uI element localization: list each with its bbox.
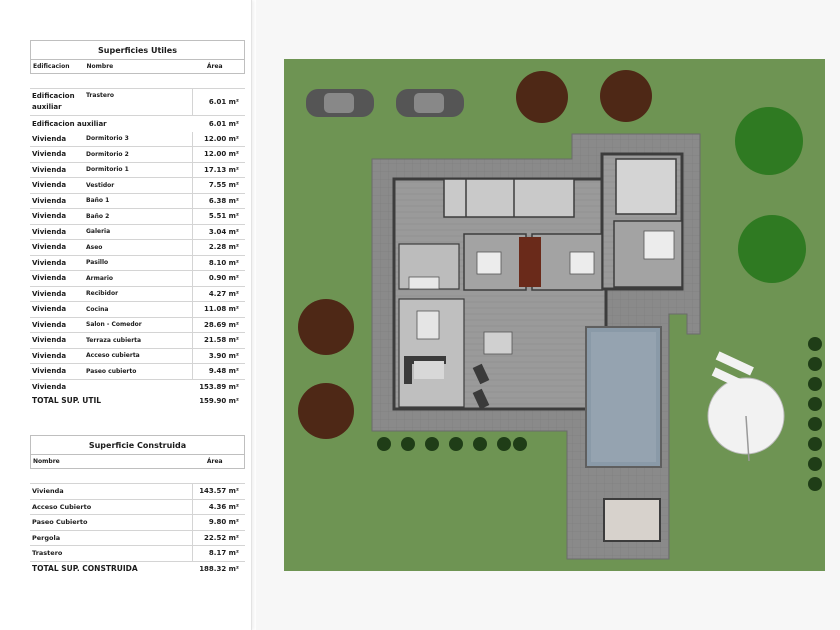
table-row: Vivienda Galeria 3.04 m² bbox=[30, 225, 245, 241]
table-row: Vivienda Salon - Comedor 28.69 m² bbox=[30, 318, 245, 334]
table-row: Vivienda Baño 2 5.51 m² bbox=[30, 209, 245, 225]
table-row: Vivienda Vestidor 7.55 m² bbox=[30, 178, 245, 194]
col-nombre: Nombre bbox=[86, 63, 114, 70]
rug bbox=[414, 361, 444, 379]
table-row: Vivienda Dormitorio 3 12.00 m² bbox=[30, 132, 245, 148]
useful-area-table bbox=[30, 40, 245, 408]
built-total-row: TOTAL SUP. CONSTRUIDA 188.32 m² bbox=[32, 564, 239, 573]
bed-3 bbox=[570, 252, 594, 274]
table-row: Vivienda Aseo 2.28 m² bbox=[30, 240, 245, 256]
terrace-table bbox=[484, 332, 512, 354]
table-row: Vivienda Cocina 11.08 m² bbox=[30, 302, 245, 318]
table-row: Vivienda 143.57 m² bbox=[30, 484, 245, 500]
vivienda-sum-row: Vivienda 153.89 m² bbox=[32, 382, 239, 391]
table-row: Vivienda Acceso cubierta 3.90 m² bbox=[30, 349, 245, 365]
table-row: Pergola 22.52 m² bbox=[30, 531, 245, 547]
built-area-table bbox=[30, 435, 245, 576]
car-1 bbox=[306, 89, 374, 117]
dining-table bbox=[417, 311, 439, 339]
table-row: Vivienda Armario 0.90 m² bbox=[30, 271, 245, 287]
col-nombre: Nombre bbox=[33, 458, 60, 465]
useful-table-title: Superficies Utiles bbox=[30, 40, 245, 60]
col-edificacion: Edificacion bbox=[33, 63, 70, 70]
kitchen-island bbox=[409, 277, 439, 289]
table-row: Vivienda Paseo cubierto 9.48 m² bbox=[30, 364, 245, 380]
table-row: Vivienda Dormitorio 1 17.13 m² bbox=[30, 163, 245, 179]
useful-total-row: TOTAL SUP. UTIL 159.90 m² bbox=[32, 396, 239, 405]
col-area: Área bbox=[206, 63, 223, 70]
bed-2 bbox=[477, 252, 501, 274]
useful-table-header bbox=[30, 60, 245, 74]
bed-1 bbox=[644, 231, 674, 259]
table-row: Edificacion auxiliar Trastero 6.01 m² bbox=[30, 88, 245, 116]
built-table-title: Superficie Construida bbox=[30, 435, 245, 455]
built-table-header bbox=[30, 455, 245, 469]
built-rows bbox=[30, 483, 245, 562]
corridor bbox=[519, 237, 541, 287]
master-bath bbox=[616, 159, 676, 214]
table-row: Vivienda Baño 1 6.38 m² bbox=[30, 194, 245, 210]
useful-rows bbox=[30, 132, 245, 380]
bathrooms bbox=[444, 179, 574, 217]
table-row: Vivienda Dormitorio 2 12.00 m² bbox=[30, 147, 245, 163]
site-plan bbox=[284, 59, 825, 571]
table-row: Paseo Cubierto 9.80 m² bbox=[30, 515, 245, 531]
aux-sum-row: Edificacion auxiliar 6.01 m² bbox=[32, 119, 239, 128]
col-area: Área bbox=[206, 458, 223, 465]
storage-shed bbox=[604, 499, 660, 541]
table-row: Vivienda Terraza cubierta 21.58 m² bbox=[30, 333, 245, 349]
table-row: Trastero 8.17 m² bbox=[30, 546, 245, 562]
table-row: Vivienda Pasillo 8.10 m² bbox=[30, 256, 245, 272]
car-2 bbox=[396, 89, 464, 117]
table-row: Vivienda Recibidor 4.27 m² bbox=[30, 287, 245, 303]
table-row: Acceso Cubierto 4.36 m² bbox=[30, 500, 245, 516]
